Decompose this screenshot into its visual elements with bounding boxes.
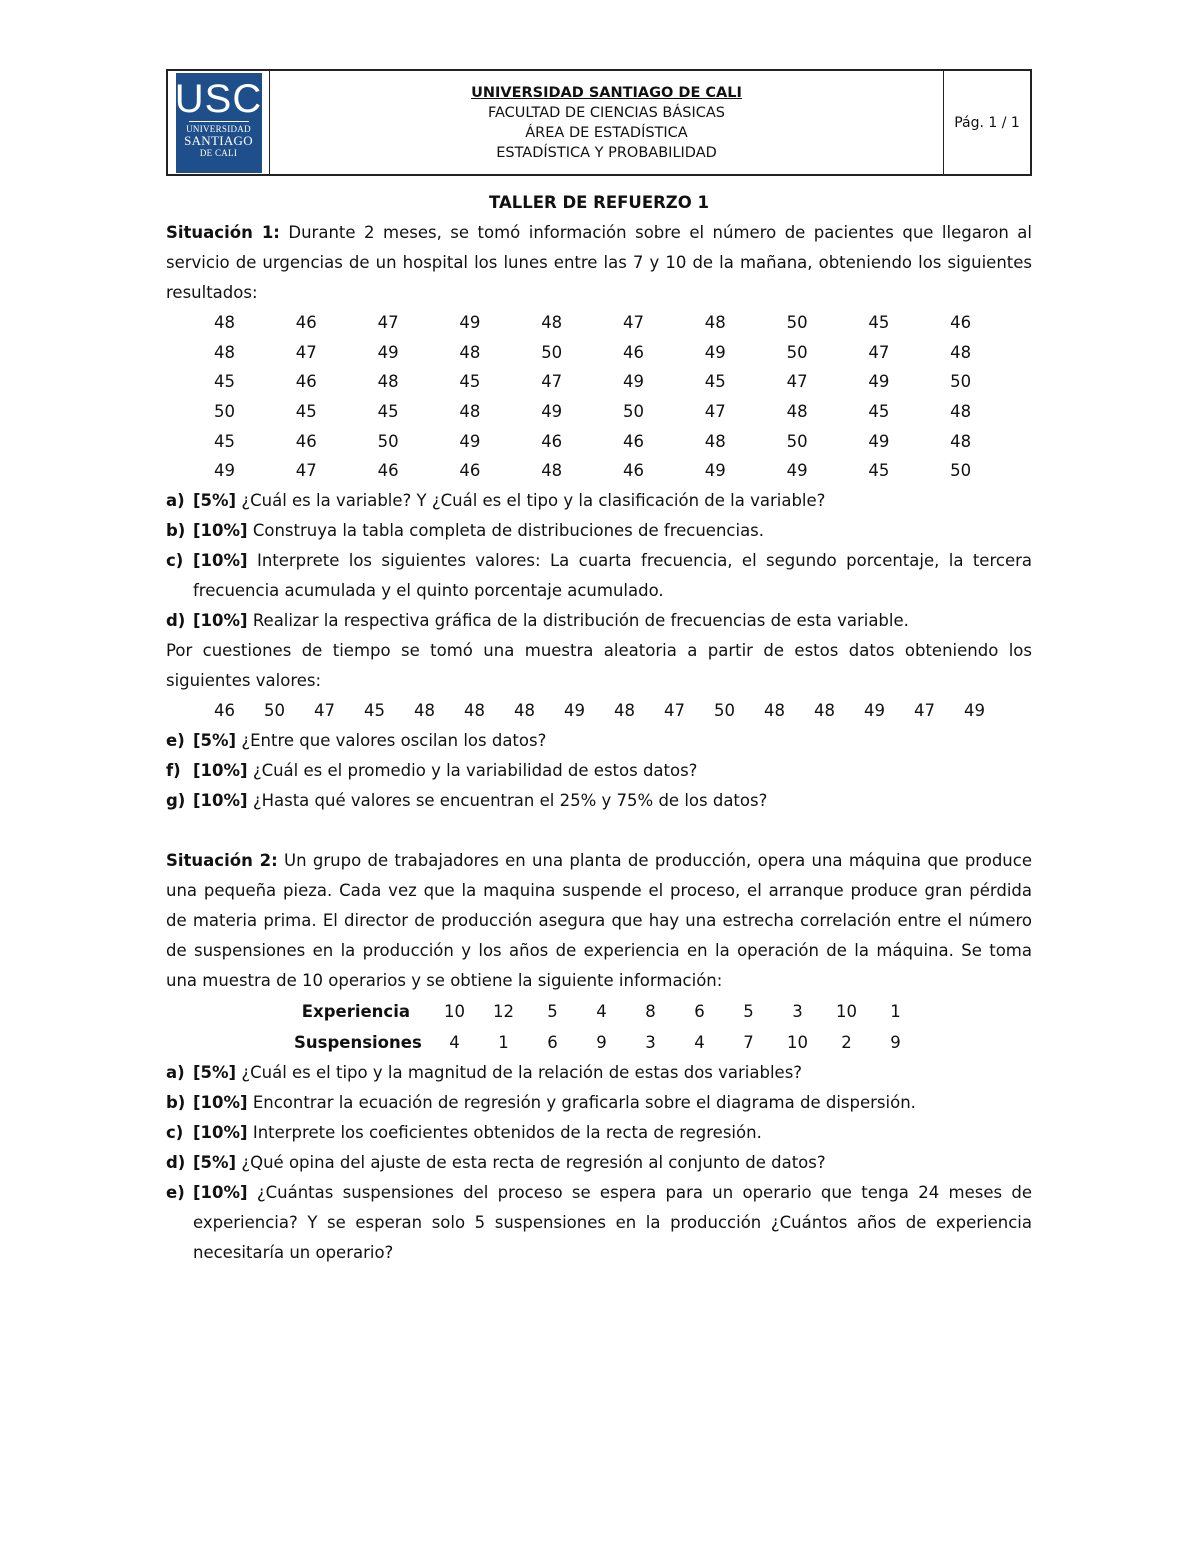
grid-cell: 48 [950,401,972,421]
sample-value: 48 [764,701,785,721]
grid-cell: 50 [377,431,399,451]
area-name: ÁREA DE ESTADÍSTICA [525,124,688,141]
grid-cell: 45 [704,372,726,392]
course-name: ESTADÍSTICA Y PROBABILIDAD [496,144,717,161]
sus-value: 1 [498,1032,509,1052]
grid-cell: 48 [214,312,235,332]
logo-line1: UNIVERSIDAD [186,123,251,134]
grid-row [214,427,1032,457]
grid-cell: 45 [868,461,890,481]
suspensions-label: Suspensiones [294,1032,422,1052]
sus-value: 7 [743,1032,754,1052]
grid-cell: 50 [950,461,972,481]
suspensions-row [294,1027,1032,1058]
grid-cell: 46 [377,461,399,481]
grid-cell: 48 [214,342,235,362]
exp-value: 10 [836,1001,857,1021]
sample-values [166,696,1032,726]
grid-cell: 45 [295,401,317,421]
question-1e: e) [5%] ¿Entre que valores oscilan los datos? [166,731,547,751]
sus-value: 9 [890,1032,901,1052]
sample-value: 49 [964,701,985,721]
grid-cell: 49 [704,342,726,362]
grid-cell: 48 [704,431,726,451]
grid-cell: 46 [295,431,317,451]
situation-1-intro: Situación 1: Durante 2 meses, se tomó información sobre el número de pacientes que llegaron al servicio de urgencias de un hospital los lunes entre las 7 y 10 de la mañana, obteniendo los siguientes resultados: [166,223,1032,302]
grid-cell: 47 [704,401,726,421]
exp-value: 3 [792,1001,803,1021]
sample-value: 48 [514,701,535,721]
grid-cell: 50 [950,372,972,392]
grid-cell: 45 [214,431,235,451]
question-1g: g) [10%] ¿Hasta qué valores se encuentran el 25% y 75% de los datos? [166,791,768,811]
sus-value: 10 [787,1032,808,1052]
grid-cell: 47 [295,342,317,362]
grid-cell: 50 [214,401,235,421]
grid-cell: 46 [295,312,317,332]
exp-value: 6 [694,1001,705,1021]
exp-value: 1 [890,1001,901,1021]
grid-cell: 50 [786,312,808,332]
exp-value: 8 [645,1001,656,1021]
grid-cell: 45 [214,372,235,392]
grid-cell: 45 [377,401,399,421]
grid-cell: 46 [459,461,481,481]
exp-value: 12 [493,1001,514,1021]
sample-value: 50 [714,701,735,721]
grid-row [214,367,1032,397]
exp-value: 4 [596,1001,607,1021]
grid-cell: 49 [377,342,399,362]
grid-cell: 45 [868,312,890,332]
grid-cell: 50 [541,342,563,362]
grid-cell: 49 [459,312,481,332]
question-1b: b) [10%] Construya la tabla completa de distribuciones de frecuencias. [166,521,765,541]
grid-cell: 46 [950,312,972,332]
grid-cell: 49 [704,461,726,481]
grid-cell: 49 [214,461,235,481]
question-1f: f) [10%] ¿Cuál es el promedio y la variabilidad de estos datos? [166,761,698,781]
logo-text: USC [174,76,263,121]
sample-value: 47 [314,701,335,721]
grid-cell: 46 [622,342,644,362]
logo-line3: DE CALI [199,147,238,158]
sample-value: 47 [914,701,935,721]
sample-value: 46 [214,701,235,721]
grid-cell: 49 [868,431,890,451]
grid-cell: 45 [868,401,890,421]
grid-cell: 46 [295,372,317,392]
grid-cell: 46 [541,431,563,451]
grid-cell: 45 [459,372,481,392]
university-name: UNIVERSIDAD SANTIAGO DE CALI [471,84,742,101]
sample-value: 45 [364,701,385,721]
sample-value: 49 [564,701,585,721]
grid-row [214,308,1032,338]
logo-cell [168,71,270,174]
page-title: TALLER DE REFUERZO 1 [488,193,710,212]
question-2b: b) [10%] Encontrar la ecuación de regresión y graficarla sobre el diagrama de dispersión. [166,1093,916,1113]
exp-value: 10 [444,1001,465,1021]
sample-intro: Por cuestiones de tiempo se tomó una muestra aleatoria a partir de estos datos obteniendo los siguientes valores: [166,641,1032,691]
sus-value: 2 [841,1032,852,1052]
question-1c: c) [10%] Interprete los siguientes valores: La cuarta frecuencia, el segundo porcentaje, la tercera frecuencia acumulada y el quinto porcentaje acumulado. [166,551,1032,601]
page-number: Pág. 1 / 1 [954,114,1020,131]
sample-value: 47 [664,701,685,721]
xy-table [294,996,1032,1058]
sus-value: 6 [547,1032,558,1052]
grid-cell: 48 [950,431,972,451]
grid-cell: 47 [541,372,563,392]
sus-value: 4 [449,1032,460,1052]
question-2d: d) [5%] ¿Qué opina del ajuste de esta recta de regresión al conjunto de datos? [166,1153,826,1173]
content [166,188,1032,1268]
grid-cell: 48 [541,461,563,481]
grid-cell: 48 [950,342,972,362]
question-1d: d) [10%] Realizar la respectiva gráfica de la distribución de frecuencias de esta variable. [166,611,909,631]
exp-value: 5 [547,1001,558,1021]
header-titles [270,71,944,174]
grid-cell: 49 [868,372,890,392]
question-2c: c) [10%] Interprete los coeficientes obtenidos de la recta de regresión. [166,1123,762,1143]
grid-cell: 49 [622,372,644,392]
sample-value: 48 [414,701,435,721]
grid-cell: 47 [295,461,317,481]
grid-cell: 48 [459,342,481,362]
data-grid [166,308,1032,486]
grid-cell: 50 [786,431,808,451]
exp-value: 5 [743,1001,754,1021]
sample-value: 48 [464,701,485,721]
grid-cell: 47 [786,372,808,392]
experience-row [294,996,1032,1027]
grid-cell: 46 [622,431,644,451]
grid-cell: 49 [459,431,481,451]
question-2e: e) [10%] ¿Cuántas suspensiones del proceso se espera para un operario que tenga 24 meses de experiencia? Y se esperan solo 5 suspensiones en la producción ¿Cuántos años de experiencia necesitaría un operario? [166,1183,1032,1263]
grid-row [214,397,1032,427]
grid-cell: 48 [786,401,808,421]
grid-cell: 48 [704,312,726,332]
grid-cell: 48 [459,401,481,421]
grid-row [214,338,1032,368]
grid-cell: 49 [541,401,563,421]
question-1a: a) [5%] ¿Cuál es la variable? Y ¿Cuál es el tipo y la clasificación de la variable? [166,491,826,511]
sus-value: 4 [694,1032,705,1052]
sus-value: 9 [596,1032,607,1052]
grid-cell: 46 [622,461,644,481]
grid-cell: 49 [786,461,808,481]
question-2a: a) [5%] ¿Cuál es el tipo y la magnitud de la relación de estas dos variables? [166,1063,803,1083]
grid-cell: 48 [541,312,563,332]
grid-row [214,456,1032,486]
grid-cell: 47 [622,312,644,332]
header-box [166,69,1032,176]
grid-cell: 50 [622,401,644,421]
sample-value: 50 [264,701,285,721]
grid-cell: 47 [377,312,399,332]
logo-line2: SANTIAGO [184,132,253,148]
faculty-name: FACULTAD DE CIENCIAS BÁSICAS [488,104,725,121]
sample-value: 49 [864,701,885,721]
grid-cell: 48 [377,372,399,392]
sample-value: 48 [814,701,835,721]
sample-value: 48 [614,701,635,721]
experience-label: Experiencia [301,1001,410,1021]
grid-cell: 47 [868,342,890,362]
situation-2-intro: Situación 2: Un grupo de trabajadores en una planta de producción, opera una máquina que produce una pequeña pieza. Cada vez que la maquina suspende el proceso, el arranque produce gran pérdida de materia prima. El director de producción asegura que hay una estrecha correlación entre el número de suspensiones en la producción y los años de experiencia en la operación de la máquina. Se toma una muestra de 10 operarios y se obtiene la siguiente información: [166,851,1032,991]
grid-cell: 50 [786,342,808,362]
usc-logo [176,73,262,173]
sus-value: 3 [645,1032,656,1052]
